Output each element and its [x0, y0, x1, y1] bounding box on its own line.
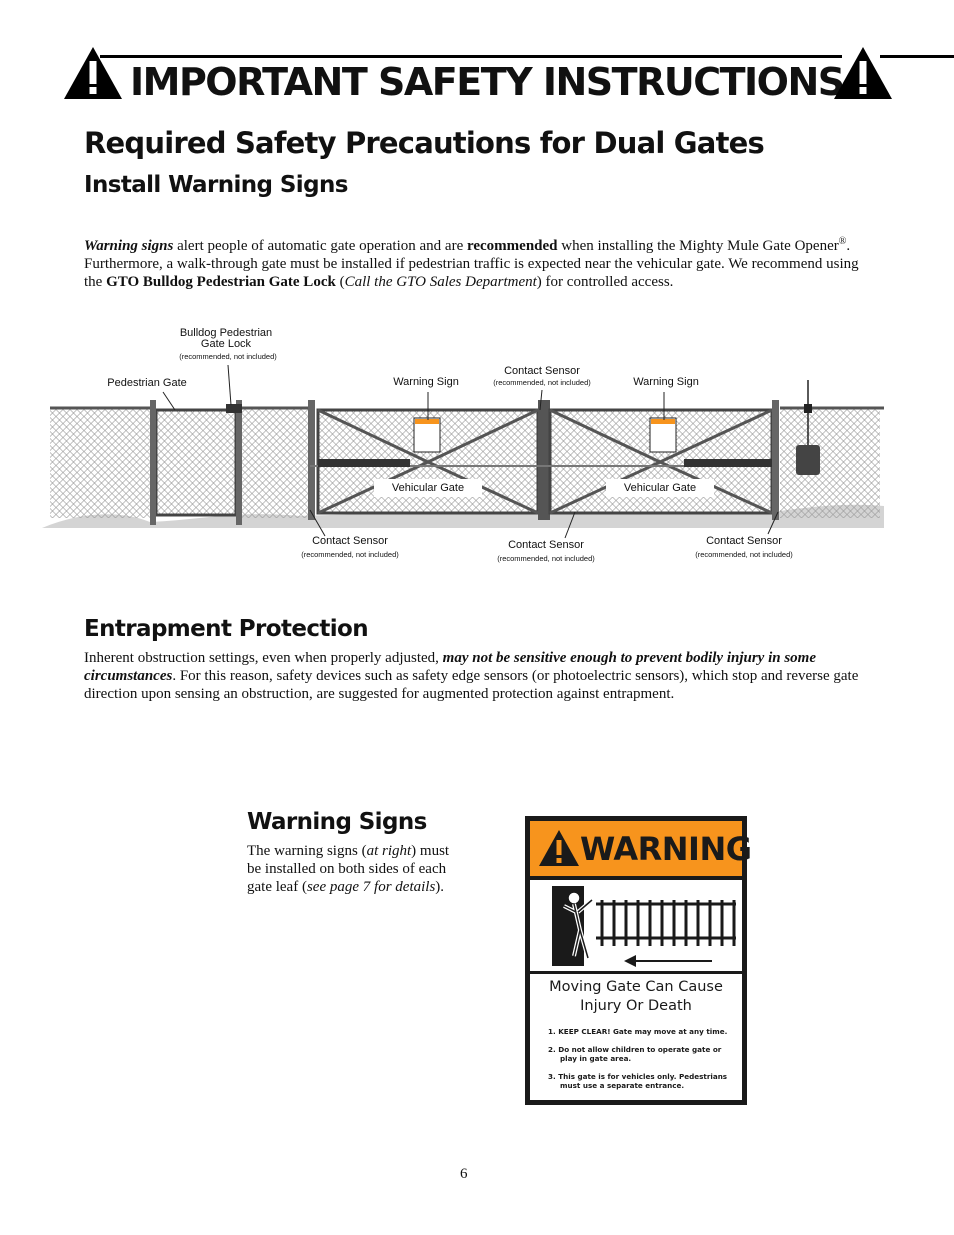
warning-sign-pictogram — [530, 880, 742, 971]
contact-sensor-label: Contact Sensor — [706, 535, 782, 547]
intro-paragraph: Warning signs alert people of automatic gate operation and are recommended when installing the Mighty Mule Gate Opener®. Furthermore, a walk-through gate must be installed if pedestrian traffic is expected near the vehicular gate. We recommend using the GTO Bulldog Pedestrian Gate Lock (Call the GTO Sales Department) for controlled access. — [84, 236, 859, 290]
vehicular-gate-label: Vehicular Gate — [623, 482, 697, 494]
list-item: 1. KEEP CLEAR! Gate may move at any time. — [548, 1027, 728, 1036]
contact-sensor-note: (recommended, not included) — [493, 378, 591, 387]
contact-sensor-label: Contact Sensor — [312, 535, 388, 547]
warning-caption: Moving Gate Can Cause Injury Or Death — [549, 979, 723, 1014]
warning-sign-label: Warning Sign — [633, 376, 699, 388]
vehicular-gate-label: Vehicular Gate — [391, 482, 465, 494]
gate-diagram — [0, 0, 954, 600]
warning-sign-text — [530, 974, 742, 1100]
contact-sensor-note: (recommended, not included) — [497, 554, 595, 563]
opener-arm-right — [684, 459, 772, 467]
section-heading: Warning Signs — [247, 809, 427, 835]
section-heading: Install Warning Signs — [84, 172, 348, 198]
page-heading: Required Safety Precautions for Dual Gates — [84, 126, 764, 160]
bulldog-lock — [226, 404, 242, 413]
header-title: IMPORTANT SAFETY INSTRUCTIONS — [130, 60, 844, 104]
left-fence — [50, 408, 150, 518]
entrapment-paragraph: Inherent obstruction settings, even when properly adjusted, may not be sensitive enough to prevent bodily injury in some circumstances. For this reason, safety devices such as safety edge sensors (or photoelectric sensors), which stop and reverse gate direction upon sensing an obstruction, are suggested for augmented protection against entrapment. — [84, 650, 859, 702]
section-heading: Entrapment Protection — [84, 616, 369, 642]
contact-sensor-note: (recommended, not included) — [695, 550, 793, 559]
page-number: 6 — [460, 1166, 468, 1182]
contact-sensor-label: Contact Sensor — [508, 539, 584, 551]
pedestrian-gate — [156, 410, 236, 515]
list-item: 3. This gate is for vehicles only. Pedestrians must use a separate entrance. — [548, 1072, 728, 1090]
warning-list — [548, 1027, 738, 1099]
warning-sign-header — [530, 821, 752, 876]
warning-word: WARNING — [580, 830, 752, 868]
warning-sign-label: Warning Sign — [393, 376, 459, 388]
contact-sensor-label: Contact Sensor — [504, 365, 580, 377]
gate-pictogram — [530, 880, 742, 971]
bulldog-lock-label: Bulldog Pedestrian Gate Lock — [179, 327, 273, 350]
contact-sensor-note: (recommended, not included) — [301, 550, 399, 559]
warning-signs-paragraph: The warning signs (at right) must be installed on both sides of each gate leaf (see page 7 for details). — [247, 843, 450, 895]
control-box — [796, 445, 820, 475]
warning-sign — [525, 816, 752, 1105]
pedestrian-gate-label: Pedestrian Gate — [107, 377, 187, 389]
bulldog-lock-note: (recommended, not included) — [179, 352, 277, 361]
list-item: 2. Do not allow children to operate gate or play in gate area. — [548, 1045, 722, 1063]
opener-arm-left — [318, 459, 410, 467]
warning-triangle-icon — [538, 829, 580, 867]
